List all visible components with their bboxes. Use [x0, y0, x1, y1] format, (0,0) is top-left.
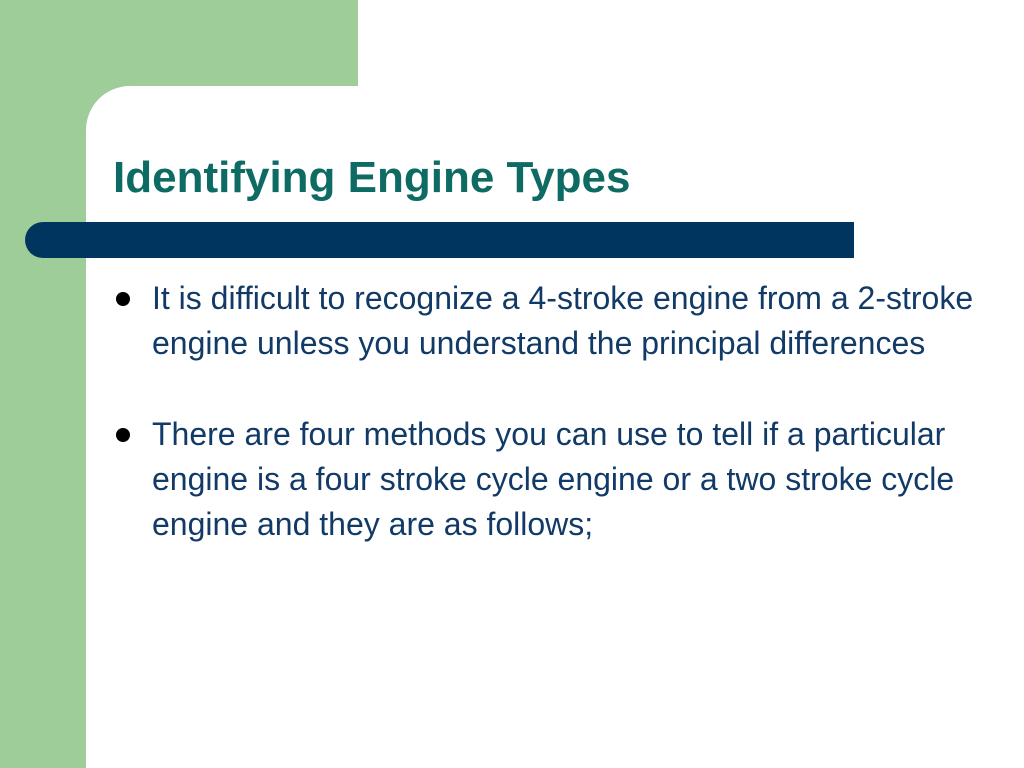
- bullet-text: There are four methods you can use to tell if a particular engine is a four stroke cycle engine or a two stroke cycle engine and they are as follows;: [152, 416, 955, 542]
- bullet-item: [112, 276, 1002, 366]
- bullet-dot-icon: [116, 292, 130, 306]
- bullet-item: [112, 412, 1002, 547]
- title-underline-bar: [25, 222, 854, 258]
- bullet-dot-icon: [116, 428, 130, 442]
- slide-title: Identifying Engine Types: [113, 153, 631, 202]
- bullet-list: [112, 276, 1002, 593]
- bullet-text: It is difficult to recognize a 4-stroke engine from a 2-stroke engine unless you understand the principal differences: [152, 280, 974, 361]
